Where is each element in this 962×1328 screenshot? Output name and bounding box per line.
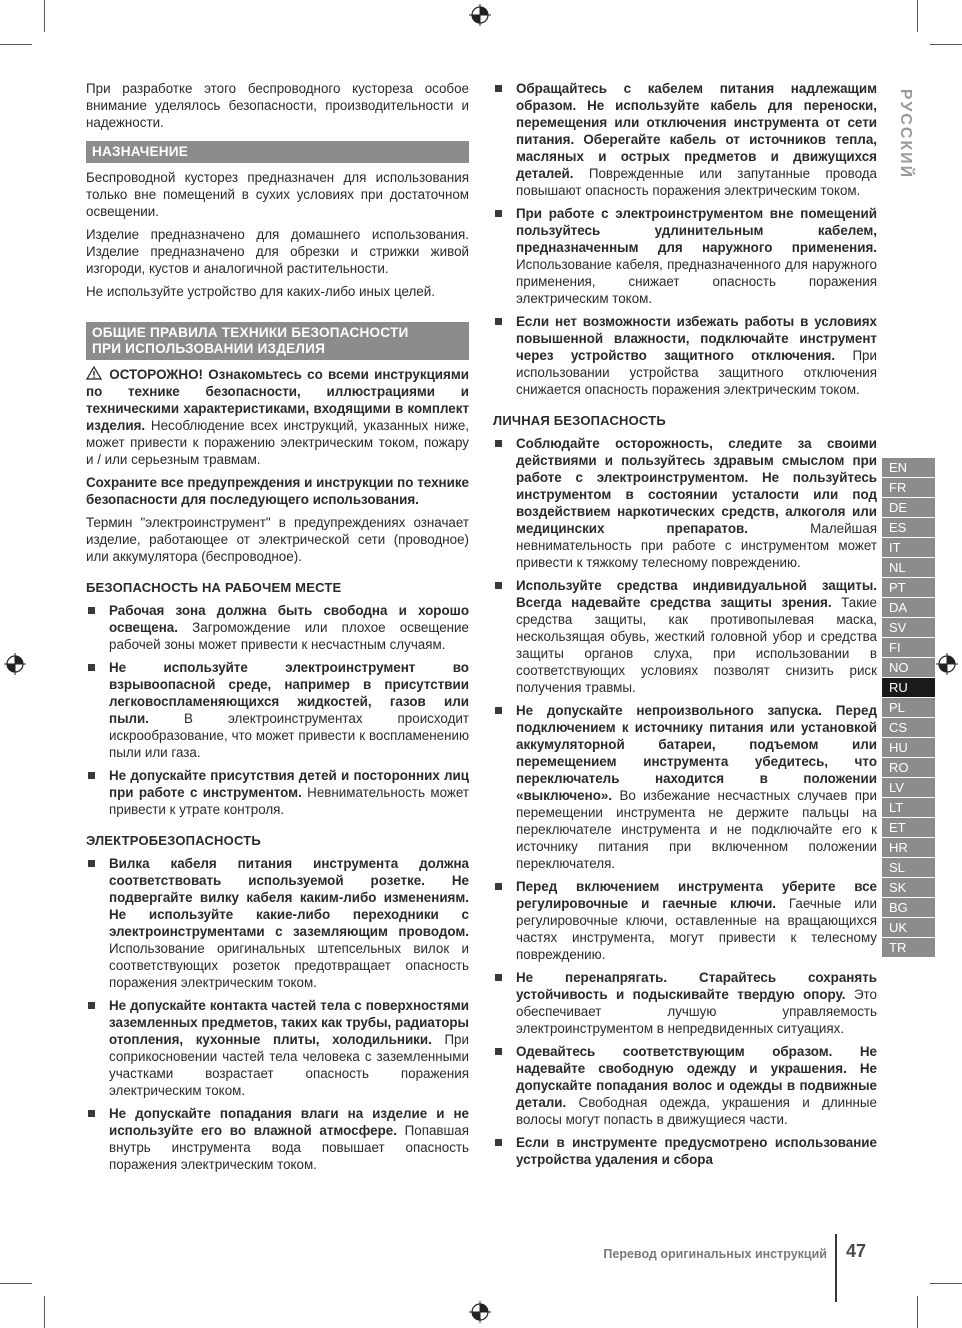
language-tab-fi[interactable]: FI xyxy=(882,638,935,658)
language-tab-et[interactable]: ET xyxy=(882,818,935,838)
bullet-item xyxy=(493,878,877,963)
crop-mark xyxy=(0,44,32,45)
language-tab-nl[interactable]: NL xyxy=(882,558,935,578)
language-tab-de[interactable]: DE xyxy=(882,498,935,518)
bullet-bold-text: Не допускайте присутствия детей и посторонних лиц при работе с инструментом. xyxy=(109,768,469,800)
language-tab-sk[interactable]: SK xyxy=(882,878,935,898)
bullet-text: Во избежание несчастных случаев при перемещении инструмента не держите пальцы на переключателе инструмента и не подключайте его к источнику питания при включенном положении переключателя. xyxy=(516,788,877,871)
subheading-personal: ЛИЧНАЯ БЕЗОПАСНОСТЬ xyxy=(493,413,666,428)
warning-triangle-icon xyxy=(86,366,102,380)
language-tab-en[interactable]: EN xyxy=(882,458,935,478)
bullet-item xyxy=(493,435,877,571)
bullet-bold-text: Рабочая зона должна быть свободна и хорошо освещена. xyxy=(109,603,469,635)
electrical-list-left xyxy=(86,855,469,1173)
bullet-item xyxy=(86,659,469,761)
bullet-bold-text: Вилка кабеля питания инструмента должна соответствовать используемой розетке. Не подвергайте вилку кабеля каким-либо изменениям. Не используйте какие-либо переходники с электроинструментами с заземляющим проводом. xyxy=(109,856,469,939)
bullet-item xyxy=(493,969,877,1037)
crop-mark xyxy=(44,1296,45,1328)
bullet-text: Использование оригинальных штепсельных вилок и соответствующих розеток предотвращает опасность поражения электрическим током. xyxy=(109,941,469,990)
language-tab-it[interactable]: IT xyxy=(882,538,935,558)
bullet-bold-text: Перед включением инструмента уберите все регулировочные и гаечные ключи. xyxy=(516,879,877,911)
section-heading-purpose: НАЗНАЧЕНИЕ xyxy=(86,141,469,163)
bullet-bold-text: Обращайтесь с кабелем питания надлежащим образом. Не используйте кабель для переноски, перемещения или отключения инструмента от сети питания. Оберегайте кабель от источников тепла, масляных и острых предметов и движущихся деталей. xyxy=(516,81,877,181)
purpose-paragraph: Не используйте устройство для каких-либо иных целей. xyxy=(86,284,435,299)
language-tab-fr[interactable]: FR xyxy=(882,478,935,498)
save-instructions-bold: Сохраните все предупреждения и инструкции по технике безопасности для последующего использования. xyxy=(86,475,469,507)
bullet-item xyxy=(493,702,877,872)
bullet-text: Поврежденные или запутанные провода повышают опасность поражения электрическим током. xyxy=(516,166,877,198)
language-tab-tr[interactable]: TR xyxy=(882,938,935,958)
language-tab-da[interactable]: DA xyxy=(882,598,935,618)
bullet-text: Попавшая внутрь инструмента вода повышает опасность поражения электрическим током. xyxy=(109,1123,469,1172)
language-tab-ro[interactable]: RO xyxy=(882,758,935,778)
language-tabs xyxy=(882,458,935,958)
term-paragraph: Термин "электроинструмент" в предупреждениях означает изделие, работающее от электрической сети (проводное) или аккумулятора (беспроводное). xyxy=(86,515,469,564)
crop-mark xyxy=(917,1296,918,1328)
side-language-title-text: РУССКИЙ xyxy=(897,88,914,180)
crop-mark xyxy=(917,0,918,32)
registration-mark-icon xyxy=(4,653,26,675)
bullet-item xyxy=(493,1043,877,1128)
language-tab-sv[interactable]: SV xyxy=(882,618,935,638)
bullet-text: Малейшая невнимательность при работе с инструментом может привести к тяжкому телесному повреждению. xyxy=(516,521,877,570)
warning-bold-text: ОСТОРОЖНО! Ознакомьтесь со всеми инструкциями по технике безопасности, иллюстрациями и техническими характеристиками, входящими в комплект изделия. xyxy=(86,367,469,433)
crop-mark xyxy=(44,0,45,32)
bullet-bold-text: Если нет возможности избежать работы в условиях повышенной влажности, подключайте инструмент через устройство защитного отключения. xyxy=(516,314,877,363)
crop-mark xyxy=(0,1283,32,1284)
language-tab-no[interactable]: NO xyxy=(882,658,935,678)
intro-paragraph: При разработке этого беспроводного кустореза особое внимание уделялось безопасности, производительности и надежности. xyxy=(86,81,469,130)
language-tab-hu[interactable]: HU xyxy=(882,738,935,758)
bullet-bold-text: Не используйте электроинструмент во взрывоопасной среде, например в присутствии легковоспламеняющихся жидкостей, газов или пыли. xyxy=(109,660,469,726)
crop-mark xyxy=(930,1283,962,1284)
language-tab-pl[interactable]: PL xyxy=(882,698,935,718)
electrical-list-right xyxy=(493,80,877,398)
personal-list xyxy=(493,435,877,1168)
subheading-electrical: ЭЛЕКТРОБЕЗОПАСНОСТЬ xyxy=(86,833,261,848)
bullet-item xyxy=(86,1105,469,1173)
save-instructions-paragraph xyxy=(86,474,469,508)
workplace-list xyxy=(86,602,469,818)
bullet-text: В электроинструментах происходит искрообразование, что может привести к воспламенению пыли или газа. xyxy=(109,711,469,760)
subheading-workplace: БЕЗОПАСНОСТЬ НА РАБОЧЕМ МЕСТЕ xyxy=(86,580,342,595)
language-tab-cs[interactable]: CS xyxy=(882,718,935,738)
language-tab-bg[interactable]: BG xyxy=(882,898,935,918)
bullet-bold-text: Не допускайте непроизвольного запуска. Перед подключением к источнику питания или установкой аккумуляторной батареи, подъемом или перемещением инструмента убедитесь, что переключатель находится в положении «выключено». xyxy=(516,703,877,803)
bullet-text: При соприкосновении частей тела человека с заземленными участками возрастает опасность поражения электрическим током. xyxy=(109,1032,469,1098)
language-tab-sl[interactable]: SL xyxy=(882,858,935,878)
bullet-bold-text: Не допускайте контакта частей тела с поверхностями заземленных предметов, таких как трубы, радиаторы отопления, кухонные плиты, холодильники. xyxy=(109,998,469,1047)
bullet-item xyxy=(493,205,877,307)
registration-mark-icon xyxy=(469,4,491,26)
section-heading-line: ПРИ ИСПОЛЬЗОВАНИИ ИЗДЕЛИЯ xyxy=(92,341,326,356)
language-tab-es[interactable]: ES xyxy=(882,518,935,538)
language-tab-pt[interactable]: PT xyxy=(882,578,935,598)
language-tab-ru[interactable]: RU xyxy=(882,678,935,698)
section-heading-line: ОБЩИЕ ПРАВИЛА ТЕХНИКИ БЕЗОПАСНОСТИ xyxy=(92,325,409,340)
bullet-item xyxy=(493,577,877,696)
bullet-bold-text: Используйте средства индивидуальной защиты. Всегда надевайте средства защиты зрения. xyxy=(516,578,877,610)
bullet-item xyxy=(86,602,469,653)
warning-text: Несоблюдение всех инструкций, указанных ниже, может привести к поражению электрическим током, пожару и / или серьезным травмам. xyxy=(86,418,469,467)
bullet-text: Загромождение или плохое освещение рабочей зоны может привести к несчастным случаям. xyxy=(109,620,469,652)
bullet-text: Это обеспечивает лучшую управляемость электроинструментом в непредвиденных ситуациях. xyxy=(516,987,877,1036)
footer-translation-note: Перевод оригинальных инструкций xyxy=(603,1247,827,1261)
language-tab-uk[interactable]: UK xyxy=(882,918,935,938)
footer-divider xyxy=(835,1234,837,1302)
section-heading-general-safety xyxy=(86,322,469,360)
bullet-item xyxy=(493,313,877,398)
language-tab-lt[interactable]: LT xyxy=(882,798,935,818)
registration-mark-icon xyxy=(469,1301,491,1323)
bullet-item xyxy=(493,1134,877,1168)
left-column xyxy=(86,80,469,1179)
language-tab-hr[interactable]: HR xyxy=(882,838,935,858)
bullet-text: Гаечные или регулировочные ключи, оставленные на вращающихся частях инструмента, могут привести к телесному повреждению. xyxy=(516,896,877,962)
bullet-item xyxy=(493,80,877,199)
bullet-bold-text: Соблюдайте осторожность, следите за своими действиями и пользуйтесь здравым смыслом при работе с электроинструментом. Не пользуйтесь инструментом в состоянии усталости или под воздействием наркотических средств, алкоголя или медицинских препаратов. xyxy=(516,436,877,536)
bullet-bold-text: Если в инструменте предусмотрено использование устройства удаления и сбора xyxy=(516,1135,877,1167)
language-tab-lv[interactable]: LV xyxy=(882,778,935,798)
purpose-paragraph: Изделие предназначено для домашнего использования. Изделие предназначено для обрезки и стрижки живой изгороди, кустов и аналогичной растительности. xyxy=(86,227,469,276)
bullet-text: Использование кабеля, предназначенного для наружного применения, снижает опасность поражения электрическим током. xyxy=(516,257,877,306)
right-column xyxy=(493,80,877,1174)
bullet-bold-text: Одевайтесь соответствующим образом. Не надевайте свободную одежду и украшения. Не допускайте попадания волос и одежды в подвижные детали. xyxy=(516,1044,877,1110)
bullet-bold-text: Не допускайте попадания влаги на изделие и не используйте его во влажной атмосфере. xyxy=(109,1106,469,1138)
purpose-paragraph: Беспроводной кусторез предназначен для использования только вне помещений в сухих условиях при достаточном освещении. xyxy=(86,170,469,219)
warning-paragraph xyxy=(86,366,469,468)
bullet-text: Такие средства защиты, как противопылевая маска, нескользящая обувь, жесткий головной убор и средства защиты органов слуха, при использовании в соответствующих условиях позволят снизить риск получения травмы. xyxy=(516,595,877,695)
crop-mark xyxy=(930,44,962,45)
bullet-bold-text: Не перенапрягать. Старайтесь сохранять устойчивость и подыскивайте твердую опору. xyxy=(516,970,877,1002)
side-language-title xyxy=(893,84,917,184)
registration-mark-icon xyxy=(936,653,958,675)
bullet-text: Свободная одежда, украшения и длинные волосы могут попасть в движущиеся части. xyxy=(516,1095,877,1127)
bullet-bold-text: При работе с электроинструментом вне помещений пользуйтесь удлинительным кабелем, предназначенным для наружного применения. xyxy=(516,206,877,255)
bullet-item xyxy=(86,767,469,818)
page-number: 47 xyxy=(846,1241,867,1261)
bullet-text: Невнимательность может привести к утрате контроля. xyxy=(109,785,469,817)
bullet-item xyxy=(86,997,469,1099)
bullet-text: При использовании устройства защитного отключения снижается опасность поражения электрическим током. xyxy=(516,348,877,397)
bullet-item xyxy=(86,855,469,991)
